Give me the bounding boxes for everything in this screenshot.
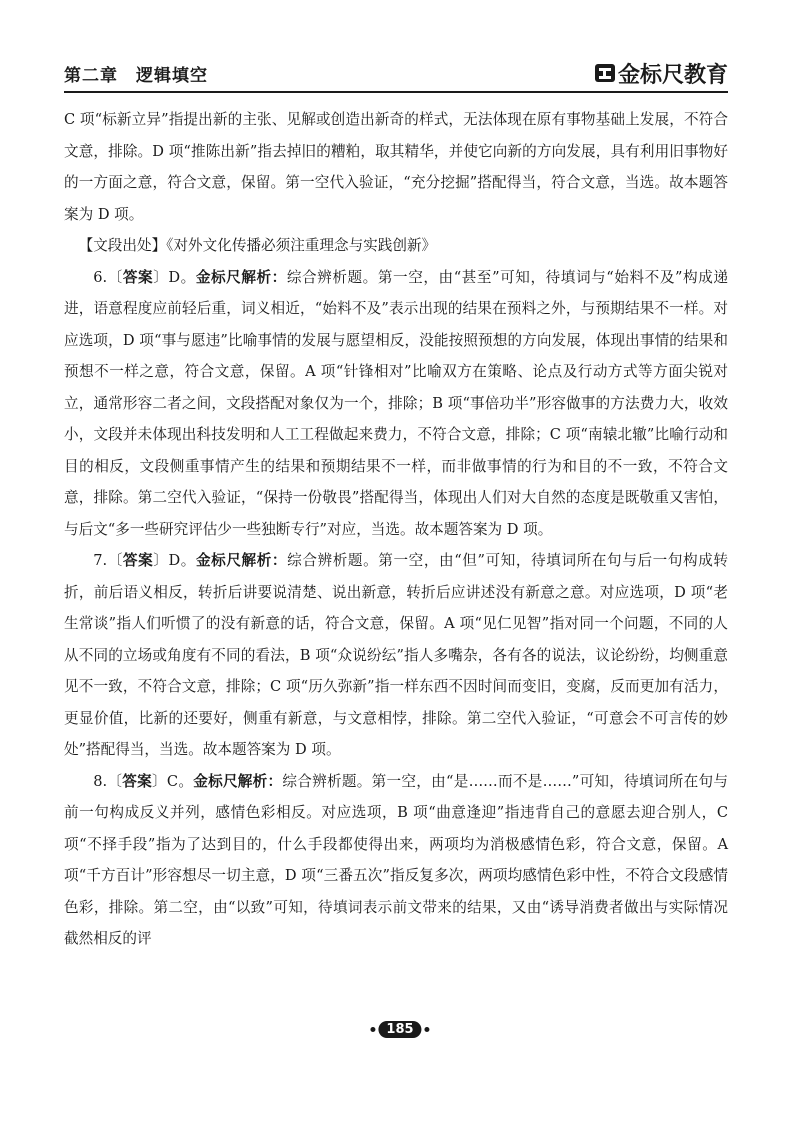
brand-logo-icon (594, 62, 616, 84)
paragraph-c-option: C 项“标新立异”指提出新的主张、见解或创造出新奇的样式，无法体现在原有事物基础上发展，不符合文意，排除。D 项“推陈出新”指去掉旧的糟粕，取其精华，并使它向新的方向发展，具有利用旧事物好的一方面之意，符合文意，保留。第一空代入验证，“充分挖掘”搭配得当，符合文意，当选。故本题答案为 D 项。 (64, 111, 728, 223)
analysis-label: 金标尺解析： (195, 552, 288, 569)
analysis-label: 金标尺解析： (195, 268, 287, 286)
analysis-text: 综合辨析题。第一空，由“甚至”可知，待填词与“始料不及”构成递进，语意程度应前轻后重，词义相近，“始料不及”表示出现的结果在预料之外，与预期结果不一样。对应选项，D 项“事与愿违”比喻事情的发展与愿望相反，没能按照预想的方向发展，体现出事情的结果和预想不一样之意，符合文意，保留。A 项“针锋相对”比喻双方在策略、论点及行动方式等方面尖锐对立，通常形容二者之间，文段搭配对象仅为一个，排除；B 项“事倍功半”形容做事的方法费力大，收效小，文段并未体现出科技发明和人工工程做起来费力，不符合文意，排除；C 项“南辕北辙”比喻行动和目的相反，文段侧重事情产生的结果和预期结果不一样，而非做事情的行为和目的不一致，不符合文意，排除。第二空代入验证，“保持一份敬畏”搭配得当，体现出人们对大自然的态度是既敬重又害怕，与后文“多一些研究评估少一些独断专行”对应，当选。故本题答案为 D 项。 (64, 268, 728, 538)
page-number-left-dot (370, 1027, 375, 1032)
page-number-right-dot (425, 1027, 430, 1032)
item-number: 7.〔 (93, 552, 123, 569)
answer-label: 答案 (122, 268, 154, 286)
item-number: 8.〔 (93, 772, 123, 790)
answer-item-8 (64, 766, 728, 955)
analysis-label: 金标尺解析： (193, 772, 283, 790)
item-number: 6.〔 (93, 268, 123, 286)
brand-name: 金标尺教育 (617, 62, 728, 88)
chapter-title: 第二章 逻辑填空 (64, 65, 208, 86)
analysis-text: 综合辨析题。第一空，由“是……而不是……”可知，待填词所在句与前一句构成反义并列，感情色彩相反。对应选项，B 项“曲意逢迎”指违背自己的意愿去迎合别人，C 项“不择手段”指为了达到目的，什么手段都使得出来，两项均为消极感情色彩，符合文意，保留。A 项“千方百计”形容想尽一切主意，D 项“三番五次”指反复多次，两项均感情色彩中性，不符合文段感情色彩，排除。第二空，由“以致”可知，待填词表示前文带来的结果，又由“诱导消费者做出与实际情况截然相反的评 (64, 772, 728, 947)
answer-value: 〕C。 (152, 772, 194, 790)
header-divider (64, 91, 728, 93)
brand-logo (594, 58, 728, 89)
page-body (64, 104, 728, 955)
answer-item-7 (64, 545, 728, 766)
page-number-value: 185 (378, 1021, 421, 1038)
answer-item-6 (64, 262, 728, 546)
answer-value: 〕D。 (153, 268, 196, 286)
page-header (64, 56, 728, 90)
answer-label: 答案 (122, 552, 154, 569)
analysis-text: 综合辨析题。第一空，由“但”可知，待填词所在句与后一句构成转折，前后语义相反，转折后讲要说清楚、说出新意，转折后应讲述没有新意之意。对应选项，D 项“老生常谈”指人们听惯了的没有新意的话，符合文意，保留。A 项“见仁见智”指对同一个问题，不同的人从不同的立场或角度有不同的看法，B 项“众说纷纭”指人多嘴杂，各有各的说法，议论纷纷，均侧重意见不一致，不符合文意，排除；C 项“历久弥新”指一样东西不因时间而变旧，变腐，反而更加有活力，更显价值，比新的还要好，侧重有新意，与文意相悖，排除。第二空代入验证，“可意会不可言传的妙处”搭配得当，当选。故本题答案为 D 项。 (64, 552, 728, 758)
answer-value: 〕D。 (153, 552, 196, 569)
paragraph-source: 【文段出处】《对外文化传播必须注重理念与实践创新》 (78, 237, 437, 254)
answer-label: 答案 (122, 772, 153, 790)
page-number (370, 1021, 429, 1038)
